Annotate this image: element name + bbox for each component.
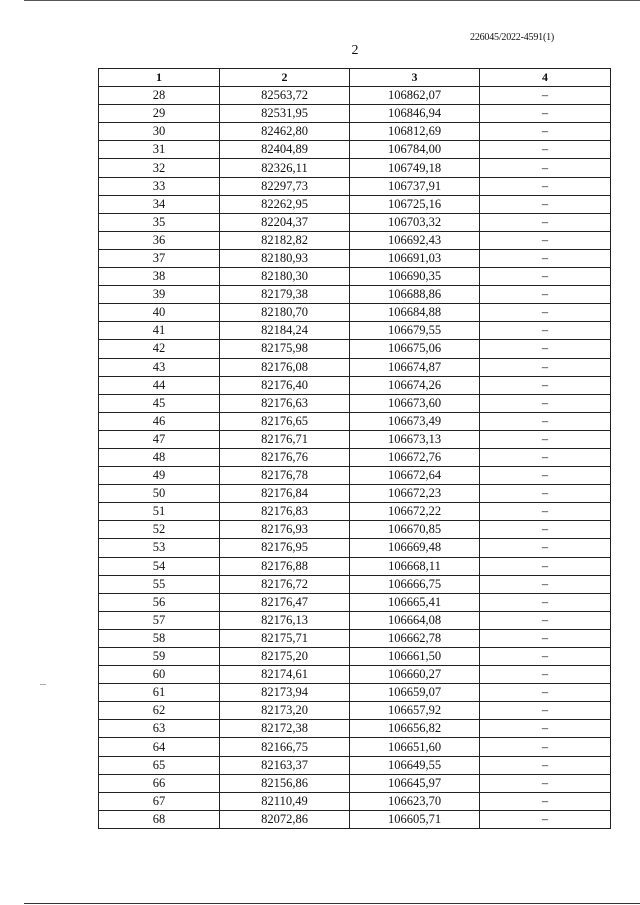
y-coordinate-cell: 106605,71: [350, 810, 480, 828]
bottom-rule: [24, 903, 640, 904]
point-number-cell: 66: [99, 774, 220, 792]
point-number-cell: 43: [99, 358, 220, 376]
x-coordinate-cell: 82462,80: [220, 123, 350, 141]
column-4-cell: –: [480, 611, 611, 629]
column-4-cell: –: [480, 87, 611, 105]
point-number-cell: 28: [99, 87, 220, 105]
column-4-cell: –: [480, 557, 611, 575]
table-row: [99, 159, 611, 177]
column-4-cell: –: [480, 105, 611, 123]
y-coordinate-cell: 106670,85: [350, 521, 480, 539]
point-number-cell: 35: [99, 213, 220, 231]
table-row: [99, 666, 611, 684]
table-row: [99, 485, 611, 503]
column-4-cell: –: [480, 268, 611, 286]
x-coordinate-cell: 82184,24: [220, 322, 350, 340]
column-4-cell: –: [480, 792, 611, 810]
point-number-cell: 50: [99, 485, 220, 503]
y-coordinate-cell: 106674,26: [350, 376, 480, 394]
table-row: [99, 611, 611, 629]
table-row: [99, 448, 611, 466]
column-header-1: 1: [99, 69, 220, 87]
y-coordinate-cell: 106846,94: [350, 105, 480, 123]
point-number-cell: 57: [99, 611, 220, 629]
column-header-4: 4: [480, 69, 611, 87]
column-4-cell: –: [480, 720, 611, 738]
table-row: [99, 286, 611, 304]
point-number-cell: 53: [99, 539, 220, 557]
column-4-cell: –: [480, 756, 611, 774]
x-coordinate-cell: 82176,84: [220, 485, 350, 503]
table-row: [99, 213, 611, 231]
point-number-cell: 52: [99, 521, 220, 539]
table-row: [99, 376, 611, 394]
table-row: [99, 738, 611, 756]
column-4-cell: –: [480, 666, 611, 684]
table-row: [99, 412, 611, 430]
x-coordinate-cell: 82176,88: [220, 557, 350, 575]
x-coordinate-cell: 82182,82: [220, 231, 350, 249]
x-coordinate-cell: 82531,95: [220, 105, 350, 123]
y-coordinate-cell: 106672,64: [350, 467, 480, 485]
x-coordinate-cell: 82176,63: [220, 394, 350, 412]
table-row: [99, 503, 611, 521]
table-row: [99, 87, 611, 105]
y-coordinate-cell: 106784,00: [350, 141, 480, 159]
point-number-cell: 29: [99, 105, 220, 123]
y-coordinate-cell: 106725,16: [350, 195, 480, 213]
y-coordinate-cell: 106649,55: [350, 756, 480, 774]
x-coordinate-cell: 82175,71: [220, 629, 350, 647]
x-coordinate-cell: 82176,71: [220, 430, 350, 448]
column-4-cell: –: [480, 448, 611, 466]
column-4-cell: –: [480, 358, 611, 376]
column-4-cell: –: [480, 738, 611, 756]
y-coordinate-cell: 106703,32: [350, 213, 480, 231]
column-4-cell: –: [480, 159, 611, 177]
x-coordinate-cell: 82072,86: [220, 810, 350, 828]
column-4-cell: –: [480, 503, 611, 521]
y-coordinate-cell: 106660,27: [350, 666, 480, 684]
x-coordinate-cell: 82173,20: [220, 702, 350, 720]
table-row: [99, 322, 611, 340]
table-row: [99, 249, 611, 267]
y-coordinate-cell: 106673,49: [350, 412, 480, 430]
y-coordinate-cell: 106673,60: [350, 394, 480, 412]
table-row: [99, 539, 611, 557]
page-number: 2: [351, 43, 359, 58]
table-row: [99, 720, 611, 738]
point-number-cell: 51: [99, 503, 220, 521]
x-coordinate-cell: 82176,72: [220, 575, 350, 593]
x-coordinate-cell: 82176,95: [220, 539, 350, 557]
column-4-cell: –: [480, 322, 611, 340]
point-number-cell: 61: [99, 684, 220, 702]
x-coordinate-cell: 82175,98: [220, 340, 350, 358]
point-number-cell: 65: [99, 756, 220, 774]
table-row: [99, 810, 611, 828]
x-coordinate-cell: 82176,47: [220, 593, 350, 611]
x-coordinate-cell: 82297,73: [220, 177, 350, 195]
table-row: [99, 575, 611, 593]
point-number-cell: 41: [99, 322, 220, 340]
table-row: [99, 792, 611, 810]
column-4-cell: –: [480, 575, 611, 593]
x-coordinate-cell: 82163,37: [220, 756, 350, 774]
column-4-cell: –: [480, 467, 611, 485]
table-row: [99, 557, 611, 575]
table-body: [99, 87, 611, 829]
column-4-cell: –: [480, 249, 611, 267]
table-row: [99, 195, 611, 213]
table-row: [99, 141, 611, 159]
point-number-cell: 45: [99, 394, 220, 412]
column-4-cell: –: [480, 593, 611, 611]
coordinates-table: [98, 68, 611, 829]
x-coordinate-cell: 82156,86: [220, 774, 350, 792]
document-number: 226045/2022-4591(1): [470, 32, 554, 43]
column-4-cell: –: [480, 340, 611, 358]
x-coordinate-cell: 82176,83: [220, 503, 350, 521]
point-number-cell: 30: [99, 123, 220, 141]
y-coordinate-cell: 106691,03: [350, 249, 480, 267]
column-4-cell: –: [480, 485, 611, 503]
y-coordinate-cell: 106862,07: [350, 87, 480, 105]
table-row: [99, 702, 611, 720]
x-coordinate-cell: 82180,70: [220, 304, 350, 322]
table-row: [99, 394, 611, 412]
point-number-cell: 33: [99, 177, 220, 195]
x-coordinate-cell: 82176,93: [220, 521, 350, 539]
table-row: [99, 521, 611, 539]
column-4-cell: –: [480, 394, 611, 412]
y-coordinate-cell: 106812,69: [350, 123, 480, 141]
column-4-cell: –: [480, 304, 611, 322]
column-4-cell: –: [480, 213, 611, 231]
y-coordinate-cell: 106692,43: [350, 231, 480, 249]
y-coordinate-cell: 106674,87: [350, 358, 480, 376]
x-coordinate-cell: 82172,38: [220, 720, 350, 738]
column-4-cell: –: [480, 774, 611, 792]
table-row: [99, 340, 611, 358]
point-number-cell: 54: [99, 557, 220, 575]
column-4-cell: –: [480, 412, 611, 430]
x-coordinate-cell: 82110,49: [220, 792, 350, 810]
table-row: [99, 467, 611, 485]
x-coordinate-cell: 82180,93: [220, 249, 350, 267]
column-4-cell: –: [480, 539, 611, 557]
column-4-cell: –: [480, 702, 611, 720]
table-row: [99, 268, 611, 286]
point-number-cell: 49: [99, 467, 220, 485]
point-number-cell: 36: [99, 231, 220, 249]
table-header-row: [99, 69, 611, 87]
x-coordinate-cell: 82404,89: [220, 141, 350, 159]
table-row: [99, 105, 611, 123]
column-4-cell: –: [480, 376, 611, 394]
x-coordinate-cell: 82176,65: [220, 412, 350, 430]
y-coordinate-cell: 106662,78: [350, 629, 480, 647]
column-4-cell: –: [480, 231, 611, 249]
column-header-2: 2: [220, 69, 350, 87]
table-row: [99, 648, 611, 666]
column-4-cell: –: [480, 123, 611, 141]
y-coordinate-cell: 106645,97: [350, 774, 480, 792]
y-coordinate-cell: 106688,86: [350, 286, 480, 304]
y-coordinate-cell: 106675,06: [350, 340, 480, 358]
point-number-cell: 42: [99, 340, 220, 358]
table-row: [99, 123, 611, 141]
x-coordinate-cell: 82176,78: [220, 467, 350, 485]
point-number-cell: 67: [99, 792, 220, 810]
y-coordinate-cell: 106651,60: [350, 738, 480, 756]
column-4-cell: –: [480, 195, 611, 213]
y-coordinate-cell: 106673,13: [350, 430, 480, 448]
y-coordinate-cell: 106668,11: [350, 557, 480, 575]
top-rule: [24, 0, 640, 1]
x-coordinate-cell: 82180,30: [220, 268, 350, 286]
column-4-cell: –: [480, 810, 611, 828]
table-row: [99, 774, 611, 792]
x-coordinate-cell: 82326,11: [220, 159, 350, 177]
y-coordinate-cell: 106669,48: [350, 539, 480, 557]
point-number-cell: 40: [99, 304, 220, 322]
point-number-cell: 60: [99, 666, 220, 684]
point-number-cell: 62: [99, 702, 220, 720]
point-number-cell: 63: [99, 720, 220, 738]
x-coordinate-cell: 82175,20: [220, 648, 350, 666]
point-number-cell: 37: [99, 249, 220, 267]
margin-mark: [40, 684, 46, 685]
point-number-cell: 58: [99, 629, 220, 647]
y-coordinate-cell: 106684,88: [350, 304, 480, 322]
column-4-cell: –: [480, 648, 611, 666]
column-4-cell: –: [480, 684, 611, 702]
x-coordinate-cell: 82176,13: [220, 611, 350, 629]
point-number-cell: 44: [99, 376, 220, 394]
table-row: [99, 358, 611, 376]
y-coordinate-cell: 106666,75: [350, 575, 480, 593]
column-4-cell: –: [480, 629, 611, 647]
x-coordinate-cell: 82176,40: [220, 376, 350, 394]
y-coordinate-cell: 106665,41: [350, 593, 480, 611]
table-row: [99, 177, 611, 195]
x-coordinate-cell: 82179,38: [220, 286, 350, 304]
y-coordinate-cell: 106661,50: [350, 648, 480, 666]
point-number-cell: 39: [99, 286, 220, 304]
table-row: [99, 430, 611, 448]
column-4-cell: –: [480, 430, 611, 448]
y-coordinate-cell: 106737,91: [350, 177, 480, 195]
point-number-cell: 48: [99, 448, 220, 466]
point-number-cell: 32: [99, 159, 220, 177]
column-header-3: 3: [350, 69, 480, 87]
point-number-cell: 34: [99, 195, 220, 213]
y-coordinate-cell: 106656,82: [350, 720, 480, 738]
x-coordinate-cell: 82173,94: [220, 684, 350, 702]
point-number-cell: 56: [99, 593, 220, 611]
y-coordinate-cell: 106672,23: [350, 485, 480, 503]
column-4-cell: –: [480, 521, 611, 539]
point-number-cell: 46: [99, 412, 220, 430]
point-number-cell: 64: [99, 738, 220, 756]
x-coordinate-cell: 82262,95: [220, 195, 350, 213]
point-number-cell: 68: [99, 810, 220, 828]
y-coordinate-cell: 106679,55: [350, 322, 480, 340]
point-number-cell: 47: [99, 430, 220, 448]
point-number-cell: 59: [99, 648, 220, 666]
column-4-cell: –: [480, 177, 611, 195]
column-4-cell: –: [480, 286, 611, 304]
point-number-cell: 55: [99, 575, 220, 593]
y-coordinate-cell: 106623,70: [350, 792, 480, 810]
y-coordinate-cell: 106672,22: [350, 503, 480, 521]
x-coordinate-cell: 82166,75: [220, 738, 350, 756]
y-coordinate-cell: 106749,18: [350, 159, 480, 177]
column-4-cell: –: [480, 141, 611, 159]
table-row: [99, 593, 611, 611]
x-coordinate-cell: 82204,37: [220, 213, 350, 231]
table-row: [99, 629, 611, 647]
point-number-cell: 38: [99, 268, 220, 286]
table-row: [99, 684, 611, 702]
x-coordinate-cell: 82563,72: [220, 87, 350, 105]
y-coordinate-cell: 106657,92: [350, 702, 480, 720]
y-coordinate-cell: 106664,08: [350, 611, 480, 629]
table-row: [99, 756, 611, 774]
y-coordinate-cell: 106690,35: [350, 268, 480, 286]
x-coordinate-cell: 82174,61: [220, 666, 350, 684]
table-row: [99, 304, 611, 322]
point-number-cell: 31: [99, 141, 220, 159]
x-coordinate-cell: 82176,08: [220, 358, 350, 376]
y-coordinate-cell: 106659,07: [350, 684, 480, 702]
table-row: [99, 231, 611, 249]
x-coordinate-cell: 82176,76: [220, 448, 350, 466]
y-coordinate-cell: 106672,76: [350, 448, 480, 466]
